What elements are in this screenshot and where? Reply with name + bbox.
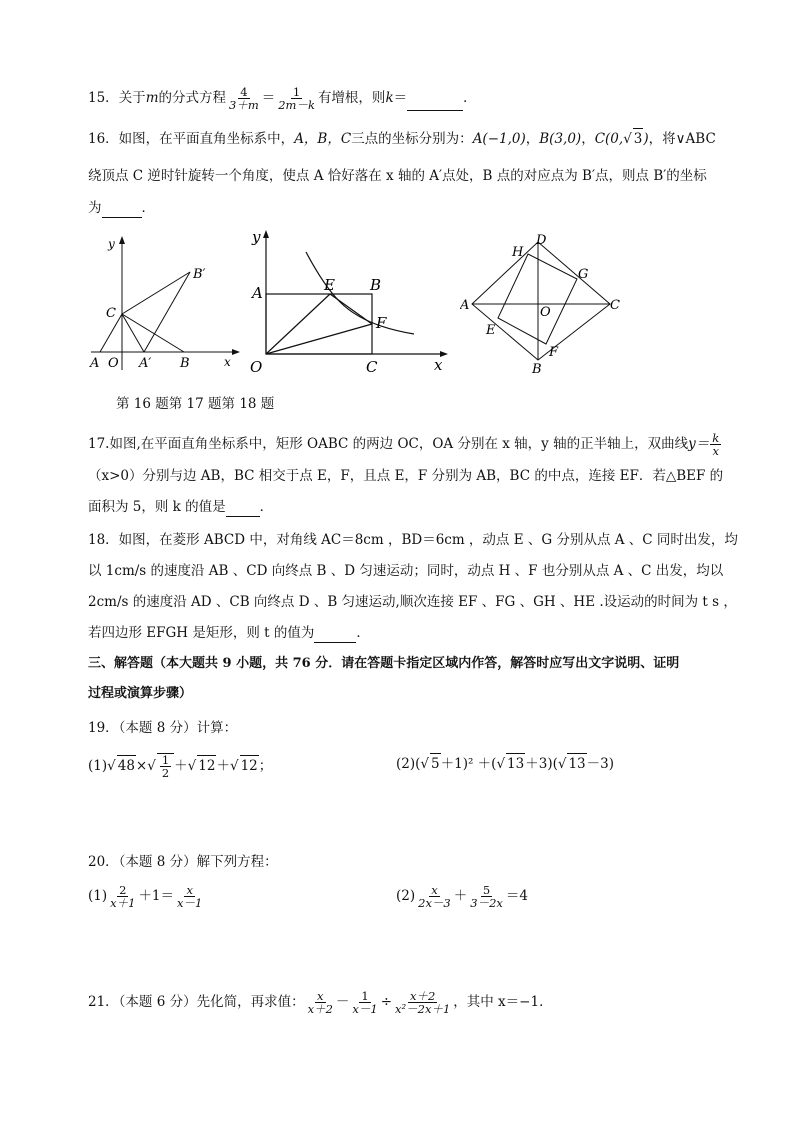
q17-text: 17.如图,在平面直角坐标系中，矩形 OABC 的两边 OC，OA 分别在 x 轴，y 轴的正半轴上，双曲线 bbox=[88, 436, 689, 452]
q19-p2-root-2: 13 bbox=[506, 753, 525, 774]
fig18-label-a: A bbox=[460, 298, 470, 313]
question-16-line-2: 绕顶点 C 逆时针旋转一个角度，使点 A 恰好落在 x 轴的 A′点处，B 点的对应点为 B′点，则点 B′的坐标 bbox=[88, 168, 707, 184]
fig18-label-c: C bbox=[610, 298, 620, 313]
q15-fraction-2 bbox=[276, 86, 317, 111]
q19-p1-frac-num: 1 bbox=[161, 753, 170, 767]
fig17-label-e: E bbox=[324, 276, 335, 294]
q20-p2-plus: ＋ bbox=[453, 888, 468, 904]
q19-p2-root-1: 5 bbox=[430, 753, 441, 774]
q19-p1-root-3: 12 bbox=[240, 755, 259, 776]
q19-p1-plus-1: ＋ bbox=[174, 758, 188, 774]
fig17-label-b: B bbox=[370, 276, 382, 294]
fig16-label-b: B bbox=[180, 356, 190, 371]
q21-f1-num: x bbox=[317, 989, 324, 1003]
question-16-line-3 bbox=[88, 198, 155, 218]
q16-text-post: ，将∨ABC bbox=[648, 131, 716, 147]
q15-text-post: 有增根，则 bbox=[317, 90, 386, 106]
q20-p1-fraction-2 bbox=[175, 884, 204, 909]
q19-p1-root-2: 12 bbox=[197, 755, 216, 776]
q18-line4-end: ． bbox=[356, 625, 370, 641]
q18-line4-text: 若四边形 EFGH 是矩形，则 t 的值为 bbox=[88, 625, 315, 641]
fig16-label-x: x bbox=[224, 355, 231, 369]
q15-text: 关于 bbox=[118, 90, 146, 106]
q21-title: 21．（本题 6 分）先化简，再求值： bbox=[88, 994, 305, 1010]
q20-p2-f2-den: 3－2x bbox=[470, 896, 503, 910]
q17-y-eq: y＝ bbox=[688, 436, 710, 452]
fig17-rectangle-oabc bbox=[266, 294, 372, 354]
fig17-label-f: F bbox=[376, 314, 387, 332]
q19-p1-frac-den: 2 bbox=[161, 766, 170, 780]
q21-minus: － bbox=[335, 994, 350, 1010]
q17-fraction bbox=[710, 432, 721, 457]
q21-div: ÷ bbox=[380, 994, 393, 1010]
question-17-line-1 bbox=[88, 432, 722, 457]
figure-18 bbox=[460, 232, 626, 378]
question-18-line-4 bbox=[88, 623, 370, 643]
q15-frac2-den: 2m－k bbox=[278, 98, 315, 112]
q17-answer-blank[interactable] bbox=[226, 502, 260, 517]
q15-var-m: m bbox=[145, 90, 159, 106]
q18-answer-blank[interactable] bbox=[314, 628, 356, 643]
fig17-label-o: O bbox=[250, 358, 263, 376]
fig17-label-y: y bbox=[252, 228, 261, 246]
q15-frac1-num: 4 bbox=[240, 85, 248, 99]
q16-line3-end: ． bbox=[141, 200, 155, 216]
question-16-line-1: 16．如图，在平面直角坐标系中，A，B，C三点的坐标分别为：A(−1,0)，B(3,0)，C(0,√ 3)，将∨ABC bbox=[88, 128, 716, 149]
fig16-segment-ca1 bbox=[122, 314, 144, 352]
question-19-title: 19．（本题 8 分）计算： bbox=[88, 720, 238, 736]
q15-eq2: ＝ bbox=[393, 90, 408, 106]
fig18-label-g: G bbox=[578, 267, 589, 282]
q21-fraction-2 bbox=[350, 990, 379, 1015]
question-18-line-2: 以 1cm/s 的速度沿 AB 、CD 向终点 B 、D 匀速运动；同时，动点 H 、F 也分别从点 A 、C 出发，均以 bbox=[88, 563, 724, 579]
question-20-part-2 bbox=[396, 884, 528, 909]
question-18-line-3: 2cm/s 的速度沿 AD 、CB 向终点 D 、B 匀速运动,顺次连接 EF 、FG 、GH 、HE .设运动的时间为 t s ， bbox=[88, 594, 737, 610]
q15-frac2-num: 1 bbox=[292, 85, 301, 99]
fig18-rhombus-abcd bbox=[472, 242, 610, 360]
q19-p1-plus-2: ＋ bbox=[216, 758, 230, 774]
q16-text-mid: 三点的坐标分别为： bbox=[351, 131, 473, 147]
q20-p2-label: (2) bbox=[396, 888, 416, 904]
figure-17 bbox=[244, 226, 454, 378]
fig16-label-b-prime: B′ bbox=[193, 267, 206, 282]
q16-coord-c-root: 3 bbox=[633, 128, 644, 149]
figure-caption: 第 16 题第 17 题第 18 题 bbox=[116, 396, 275, 412]
fig16-y-arrow bbox=[119, 236, 125, 244]
q15-answer-blank[interactable] bbox=[407, 96, 463, 111]
q21-fraction-3 bbox=[393, 990, 452, 1015]
q15-eq: ＝ bbox=[261, 90, 276, 106]
q16-coord-a: A(−1,0) bbox=[472, 131, 526, 147]
q16-line3-text: 为 bbox=[88, 200, 102, 216]
fig18-label-h: H bbox=[512, 245, 524, 260]
figure-16 bbox=[86, 232, 246, 374]
q20-p2-fraction-1 bbox=[416, 884, 453, 909]
q21-f3-num: x＋2 bbox=[410, 989, 436, 1003]
q20-p1-label: (1) bbox=[88, 888, 108, 904]
q16-coord-b: B(3,0) bbox=[539, 131, 582, 147]
q16-answer-blank[interactable] bbox=[102, 203, 142, 218]
fig16-label-c: C bbox=[106, 306, 116, 321]
question-17-line-3 bbox=[88, 497, 273, 517]
question-17-line-2: （x>0）分别与边 AB，BC 相交于点 E，F，且点 E，F 分别为 AB，BC 的中点，连接 EF．若△BEF 的 bbox=[88, 468, 724, 484]
fig16-segment-a1b1 bbox=[144, 272, 190, 352]
fig16-x-arrow bbox=[232, 349, 240, 355]
fig17-y-arrow bbox=[263, 230, 269, 238]
q20-p2-f1-num: x bbox=[431, 883, 438, 897]
fig17-label-x: x bbox=[434, 356, 443, 374]
q16-points: A，B，C bbox=[294, 131, 352, 147]
q16-text: 16．如图，在平面直角坐标系中， bbox=[88, 131, 295, 147]
q19-p1-times: × bbox=[135, 758, 148, 774]
question-19-part-1: (1)√ 48×√ $\frac{1}{2}$ ＋√ 12＋√ 12； bbox=[88, 753, 273, 780]
q17-frac-num: k bbox=[712, 431, 720, 445]
question-20-title: 20．（本题 8 分）解下列方程： bbox=[88, 854, 278, 870]
fig18-label-o: O bbox=[540, 305, 551, 320]
q19-p2-label: (2) bbox=[396, 756, 416, 772]
q21-f2-den: x－1 bbox=[352, 1002, 378, 1016]
q21-f2-num: 1 bbox=[361, 989, 369, 1003]
q17-frac-den: x bbox=[712, 444, 719, 458]
q17-line3-text: 面积为 5，则 k 的值是 bbox=[88, 499, 226, 515]
q15-fraction-1 bbox=[227, 86, 261, 111]
q15-frac1-den: 3＋m bbox=[229, 98, 259, 112]
q19-p2-root-3: 13 bbox=[567, 753, 586, 774]
q19-p1-end: ； bbox=[258, 758, 273, 774]
question-20-part-1 bbox=[88, 884, 205, 909]
q15-number: 15． bbox=[88, 90, 119, 106]
q20-p1-f1-den: x＋1 bbox=[110, 896, 136, 910]
q20-p2-fraction-2 bbox=[468, 884, 505, 909]
section-3-heading-cont: 过程或演算步骤） bbox=[88, 686, 193, 701]
q16-coord-c-post: ) bbox=[643, 131, 649, 147]
q17-line3-end: ． bbox=[259, 499, 274, 515]
fig18-label-e: E bbox=[486, 323, 496, 338]
q19-p2-b: ＋1)² ＋( bbox=[440, 756, 497, 772]
q19-p2-d: －3) bbox=[586, 756, 615, 772]
q21-f3-den: x²－2x＋1 bbox=[395, 1002, 451, 1016]
q20-p1-mid: ＋1＝ bbox=[138, 888, 175, 904]
fig16-segment-cb bbox=[122, 314, 184, 352]
q19-p1-root-1: 48 bbox=[117, 755, 136, 776]
q19-p1-label: (1) bbox=[88, 758, 108, 774]
q20-p2-end: ＝4 bbox=[505, 888, 528, 904]
fig18-label-d: D bbox=[536, 233, 547, 248]
q21-post: ，其中 x＝−1． bbox=[453, 994, 553, 1010]
question-21 bbox=[88, 990, 553, 1015]
q16-coord-c-pre: C(0, bbox=[594, 131, 624, 147]
q20-p2-f1-den: 2x－3 bbox=[418, 896, 451, 910]
q20-p2-f2-num: 5 bbox=[482, 883, 491, 897]
fig17-label-c: C bbox=[366, 358, 378, 376]
q19-p1-root-frac bbox=[157, 753, 174, 779]
q15-var-k: k bbox=[385, 90, 394, 106]
q15-text-mid: 的分式方程 bbox=[158, 90, 226, 106]
q20-p1-f2-den: x－1 bbox=[177, 896, 203, 910]
fig18-label-f: F bbox=[549, 345, 559, 360]
fig17-label-a: A bbox=[252, 284, 263, 302]
fig16-label-y: y bbox=[108, 237, 115, 251]
fig18-label-b: B bbox=[532, 362, 542, 377]
q20-p1-f1-num: 2 bbox=[119, 883, 127, 897]
fig16-label-a: A bbox=[90, 356, 100, 371]
fig17-hyperbola bbox=[306, 252, 414, 334]
fig16-segment-cb1 bbox=[122, 272, 190, 314]
q19-p2-a: ( bbox=[415, 756, 421, 772]
question-18-line-1: 18．如图，在菱形 ABCD 中，对角线 AC＝8cm ，BD＝6cm ，动点 E 、G 分别从点 A 、C 同时出发，均 bbox=[88, 532, 738, 548]
q21-fraction-1 bbox=[306, 990, 335, 1015]
q20-p1-fraction-1 bbox=[108, 884, 137, 909]
q20-p1-f2-num: x bbox=[186, 883, 193, 897]
section-3-heading: 三、解答题（本大题共 9 小题，共 76 分．请在答题卡指定区域内作答，解答时应写出文字说明、证明 bbox=[88, 656, 680, 671]
q19-p2-c: ＋3)( bbox=[525, 756, 558, 772]
question-19-part-2: (2)(√ 5＋1)² ＋(√ 13＋3)(√ 13－3) bbox=[396, 753, 614, 774]
question-15 bbox=[88, 86, 477, 111]
q19-p1-fraction bbox=[160, 754, 171, 779]
fig16-label-o: O bbox=[108, 356, 119, 371]
q21-f1-den: x＋2 bbox=[307, 1002, 333, 1016]
fig16-label-a-prime: A′ bbox=[139, 356, 152, 371]
q15-end: ． bbox=[463, 90, 477, 106]
